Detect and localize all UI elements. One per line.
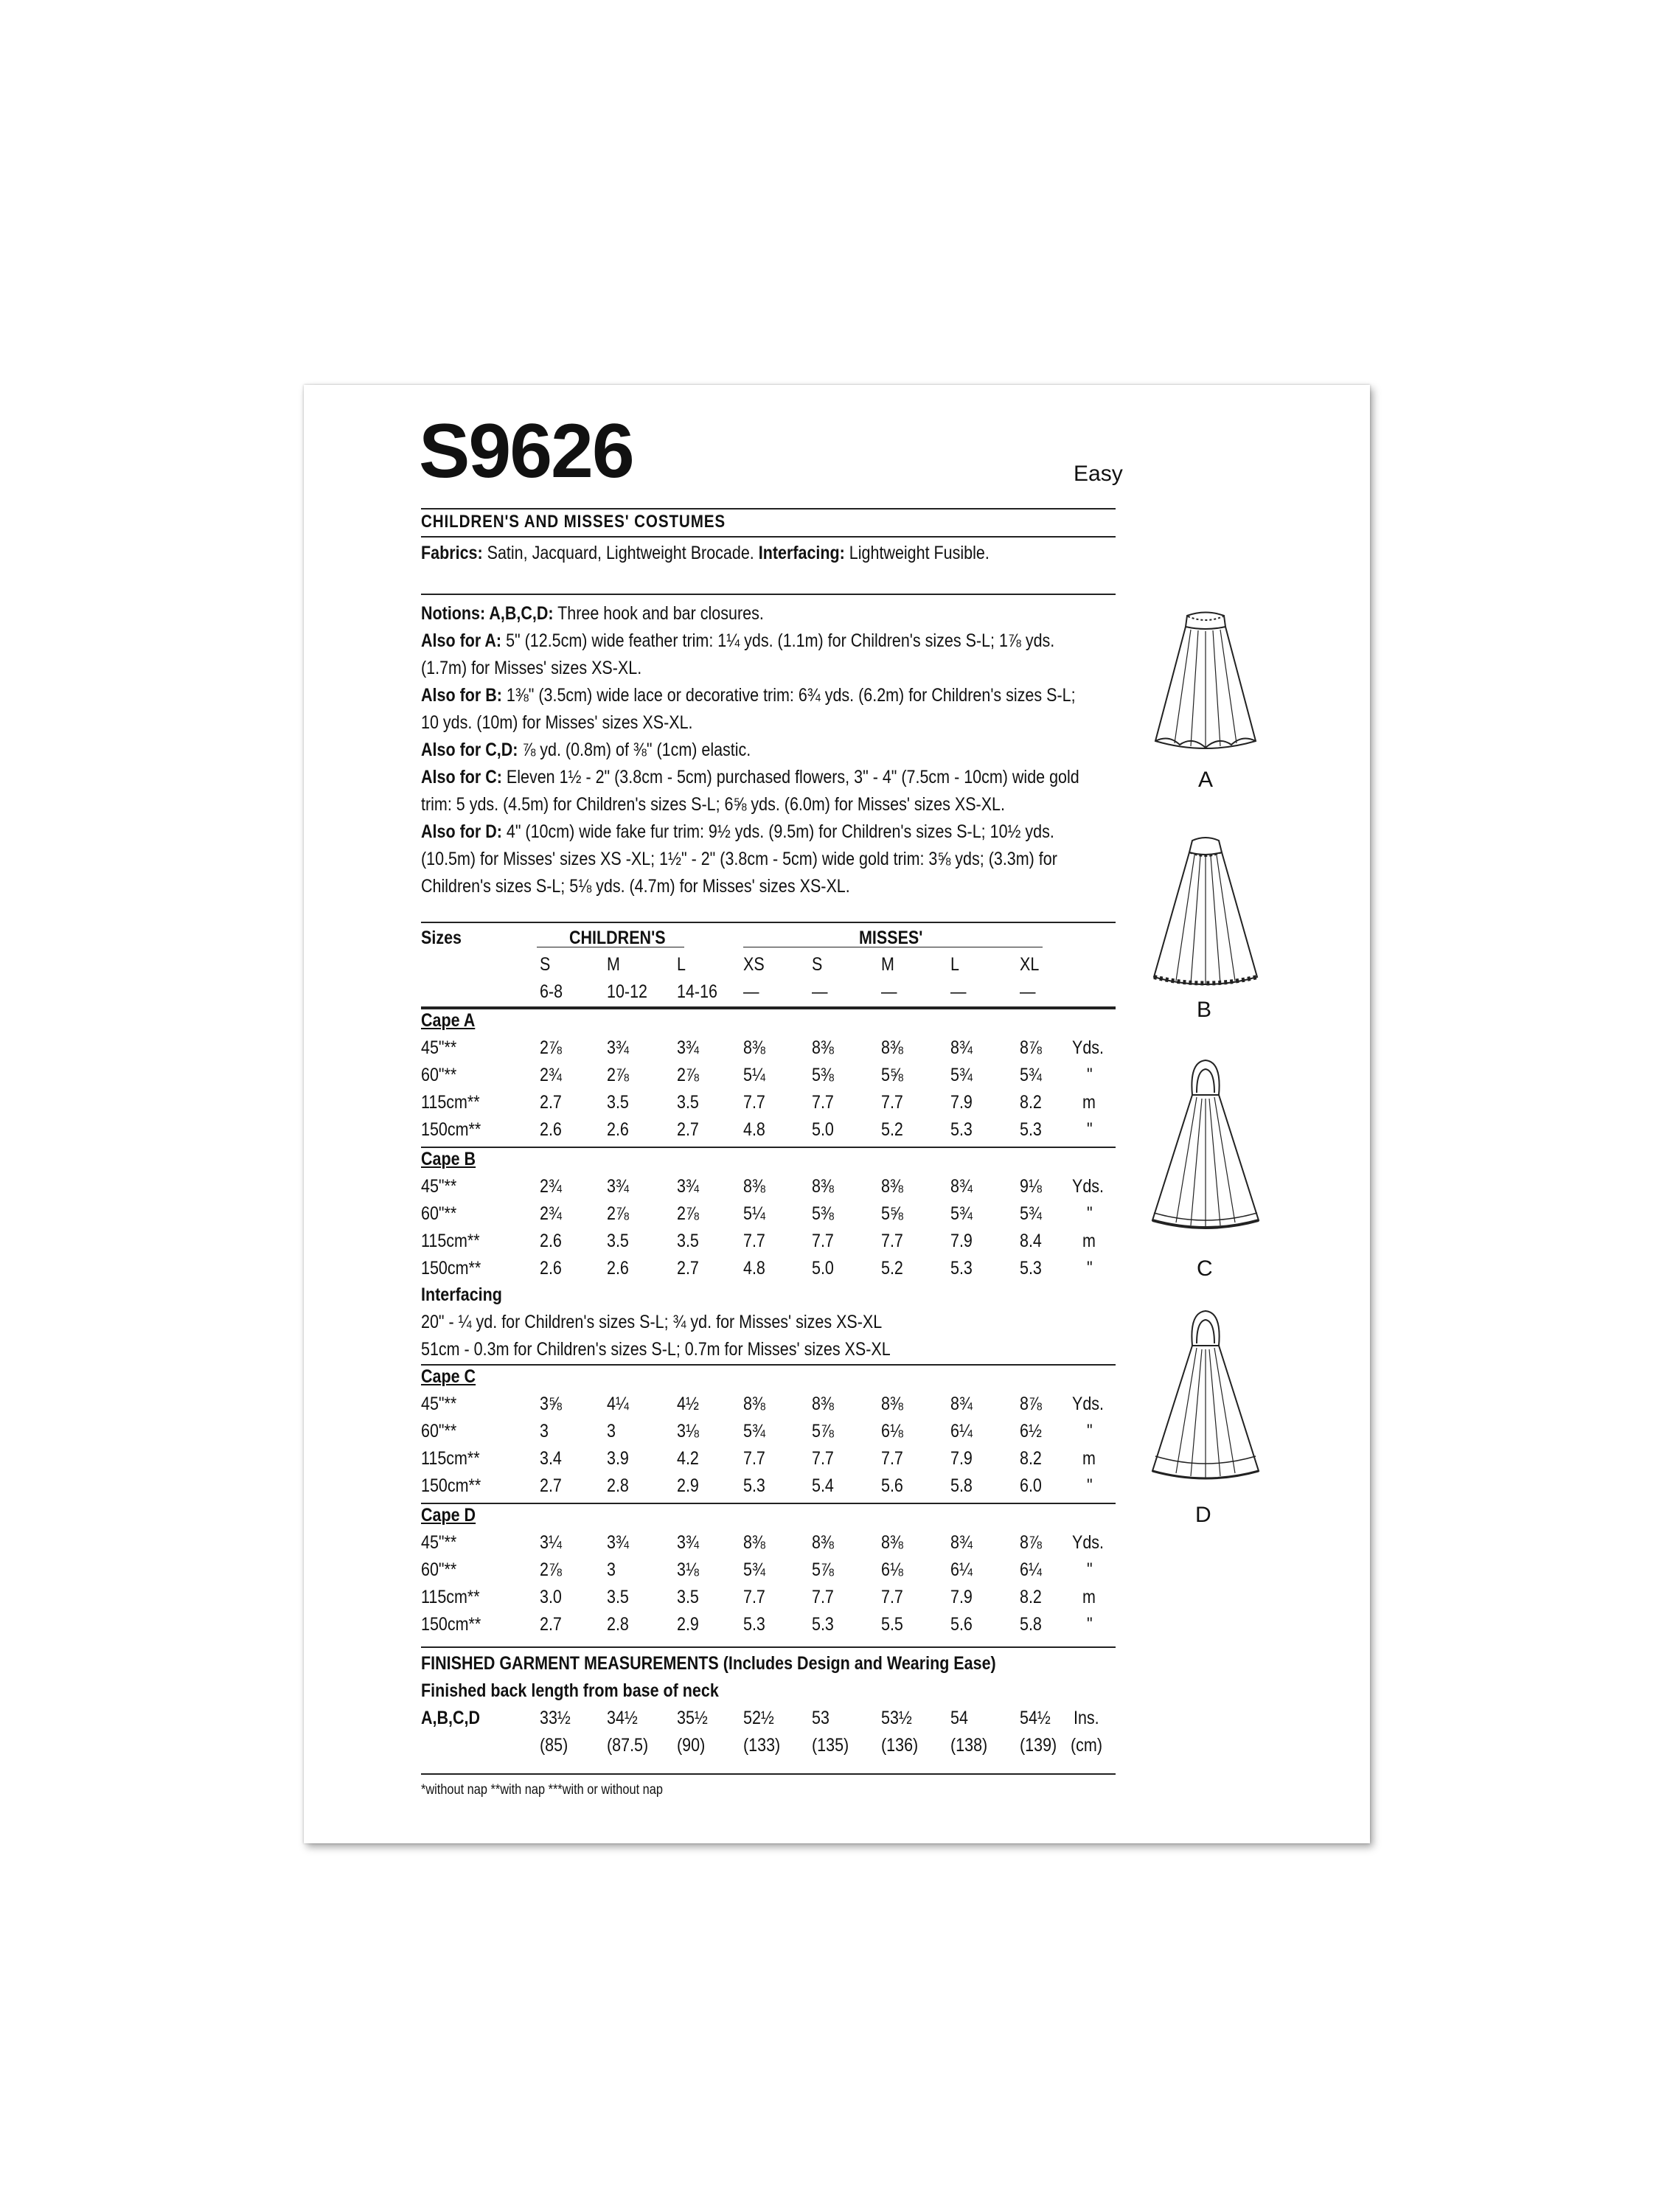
table-cell: 5¾ [743, 1559, 765, 1580]
notion-text: Three hook and bar closures. [557, 603, 764, 624]
table-cell: 3¾ [677, 1037, 699, 1058]
table-cell: 7.9 [950, 1448, 973, 1469]
finished-inches: 35½ [677, 1708, 708, 1728]
table-cell: 6⅛ [881, 1559, 903, 1580]
finished-cm-unit: (cm) [1071, 1735, 1102, 1756]
table-cell: 8⅞ [1020, 1394, 1042, 1414]
table-cell: 5.3 [743, 1614, 765, 1635]
row-unit: m [1082, 1092, 1096, 1113]
table-cell: 3.5 [677, 1231, 699, 1251]
notion-item [421, 764, 1087, 818]
table-cell: 2.6 [540, 1258, 562, 1279]
table-cell: 5.3 [743, 1475, 765, 1496]
row-label: 150cm** [421, 1475, 481, 1496]
table-cell: 4.8 [743, 1258, 765, 1279]
table-cell: 4.2 [677, 1448, 699, 1469]
table-cell: 8⅜ [812, 1176, 834, 1197]
table-cell: 5¾ [950, 1203, 973, 1224]
table-cell: 8.2 [1020, 1092, 1042, 1113]
table-cell: 2.7 [540, 1475, 562, 1496]
table-cell: 3 [607, 1421, 616, 1441]
cape-d-illustration [1147, 1305, 1265, 1489]
table-cell: 5⅝ [881, 1203, 903, 1224]
table-cell: 8.2 [1020, 1587, 1042, 1607]
table-cell: 7.7 [881, 1231, 903, 1251]
table-cell: 7.9 [950, 1587, 973, 1607]
divider [421, 536, 1116, 538]
table-cell: 7.7 [812, 1448, 834, 1469]
table-cell: 6¼ [1020, 1559, 1042, 1580]
table-cell: 3¾ [677, 1176, 699, 1197]
size-letter: XS [743, 954, 765, 975]
table-cell: 2¾ [540, 1065, 562, 1085]
table-cell: 3.5 [607, 1092, 629, 1113]
table-cell: 7.7 [743, 1448, 765, 1469]
table-cell: 5.6 [950, 1614, 973, 1635]
divider [421, 1364, 1116, 1366]
table-cell: 2⅞ [677, 1203, 699, 1224]
table-cell: 5.4 [812, 1475, 834, 1496]
size-letter: S [540, 954, 551, 975]
table-cell: 2.9 [677, 1614, 699, 1635]
finished-inches: 53 [812, 1708, 830, 1728]
size-number: 14-16 [677, 981, 717, 1002]
row-unit: m [1082, 1231, 1096, 1251]
notion-text: 1⅜" (3.5cm) wide lace or decorative trim: 6¾ yds. (6.2m) for Children's sizes S-L; 10 yds. (10m) for Misses' sizes XS-XL. [421, 685, 1076, 733]
size-number: — [950, 981, 967, 1002]
table-cell: 3.0 [540, 1587, 562, 1607]
table-cell: 5¼ [743, 1203, 765, 1224]
table-cell: 7.7 [812, 1231, 834, 1251]
row-label: 60"** [421, 1065, 457, 1085]
interfacing-line: 51cm - 0.3m for Children's sizes S-L; 0.7m for Misses' sizes XS-XL [421, 1339, 891, 1360]
row-label: 150cm** [421, 1614, 481, 1635]
table-cell: 2⅞ [540, 1037, 562, 1058]
finished-cm: (133) [743, 1735, 781, 1756]
table-cell: 5.3 [1020, 1119, 1042, 1140]
table-cell: 3¾ [677, 1532, 699, 1553]
table-cell: 8⅜ [881, 1394, 903, 1414]
notion-text: 4" (10cm) wide fake fur trim: 9½ yds. (9.5m) for Children's sizes S-L; 10½ yds. (10.5m) for Misses' sizes XS -XL; 1½" - 2" (3.8cm - 5cm) wide gold trim: 3⅝ yds; (3.3m) for Children's sizes S-L; 5⅛ yds. (4.7m) for Misses' sizes XS-XL. [421, 821, 1057, 897]
notion-text: 5" (12.5cm) wide feather trim: 1¼ yds. (1.1m) for Children's sizes S-L; 1⅞ yds. (1.7m) for Misses' sizes XS-XL. [421, 630, 1055, 678]
size-letter: M [881, 954, 894, 975]
table-cell: 8⅜ [881, 1532, 903, 1553]
divider [421, 1147, 1116, 1148]
notion-label: Also for D: [421, 821, 502, 842]
row-label: 115cm** [421, 1587, 480, 1607]
row-label: 60"** [421, 1421, 457, 1441]
interfacing-line: 20" - ¼ yd. for Children's sizes S-L; ¾ yd. for Misses' sizes XS-XL [421, 1312, 883, 1332]
table-cell: 8⅞ [1020, 1037, 1042, 1058]
finished-cm: (87.5) [607, 1735, 649, 1756]
table-cell: 3¾ [607, 1037, 629, 1058]
finished-cm: (138) [950, 1735, 988, 1756]
table-cell: 3.5 [677, 1587, 699, 1607]
size-number: — [812, 981, 828, 1002]
table-cell: 2.8 [607, 1475, 629, 1496]
table-cell: 3.9 [607, 1448, 629, 1469]
table-cell: 5.6 [881, 1475, 903, 1496]
notion-item [421, 737, 1087, 764]
table-cell: 5⅞ [812, 1421, 834, 1441]
table-cell: 8⅜ [743, 1394, 765, 1414]
table-cell: 3 [540, 1421, 549, 1441]
notion-label: Notions: A,B,C,D: [421, 603, 554, 624]
fabrics-text: Satin, Jacquard, Lightweight Brocade. [487, 543, 754, 563]
table-cell: 8⅜ [812, 1532, 834, 1553]
row-unit: " [1087, 1614, 1093, 1635]
table-cell: 3¾ [607, 1176, 629, 1197]
row-unit: Yds. [1072, 1394, 1105, 1414]
table-cell: 7.7 [812, 1092, 834, 1113]
table-cell: 2¾ [540, 1176, 562, 1197]
table-cell: 8⅜ [743, 1037, 765, 1058]
row-unit: " [1087, 1203, 1093, 1224]
section-title: Cape D [421, 1505, 476, 1526]
row-label: 60"** [421, 1559, 457, 1580]
finished-measurements-title: FINISHED GARMENT MEASUREMENTS (Includes Design and Wearing Ease) [421, 1653, 996, 1674]
table-cell: 4½ [677, 1394, 699, 1414]
sizes-header: Sizes [421, 928, 462, 948]
finished-inches: 33½ [540, 1708, 571, 1728]
table-cell: 8⅜ [743, 1176, 765, 1197]
table-cell: 2.7 [540, 1092, 562, 1113]
table-cell: 2⅞ [607, 1065, 629, 1085]
table-cell: 6¼ [950, 1559, 973, 1580]
size-number: 6-8 [540, 981, 563, 1002]
table-cell: 3.5 [607, 1587, 629, 1607]
table-cell: 2¾ [540, 1203, 562, 1224]
row-label: 45"** [421, 1394, 457, 1414]
notion-text: ⅞ yd. (0.8m) of ⅜" (1cm) elastic. [522, 740, 751, 760]
table-cell: 2.9 [677, 1475, 699, 1496]
table-cell: 6.0 [1020, 1475, 1042, 1496]
table-cell: 8¾ [950, 1532, 973, 1553]
table-cell: 8¾ [950, 1394, 973, 1414]
notion-label: Also for B: [421, 685, 502, 706]
size-letter: XL [1020, 954, 1040, 975]
size-number: — [743, 981, 759, 1002]
fabrics-line [421, 544, 990, 563]
row-label: 115cm** [421, 1231, 480, 1251]
table-cell: 5.3 [1020, 1258, 1042, 1279]
size-letter: L [677, 954, 686, 975]
table-cell: 5⅝ [881, 1065, 903, 1085]
table-cell: 8¾ [950, 1176, 973, 1197]
table-cell: 8⅜ [812, 1394, 834, 1414]
cape-b-illustration [1147, 833, 1265, 995]
table-cell: 4¼ [607, 1394, 629, 1414]
row-label: 115cm** [421, 1448, 480, 1469]
view-label-c: C [1197, 1256, 1213, 1281]
table-cell: 5.2 [881, 1258, 903, 1279]
table-cell: 5.3 [950, 1119, 973, 1140]
row-unit: " [1087, 1475, 1093, 1496]
table-cell: 7.7 [812, 1587, 834, 1607]
finished-inches: 54 [950, 1708, 968, 1728]
row-label: 45"** [421, 1176, 457, 1197]
table-cell: 8⅜ [812, 1037, 834, 1058]
finished-inches: 54½ [1020, 1708, 1051, 1728]
finished-inches: 34½ [607, 1708, 638, 1728]
size-number: — [881, 981, 897, 1002]
notion-label: Also for C,D: [421, 740, 518, 760]
childrens-header: CHILDREN'S [569, 928, 666, 948]
table-cell: 2.6 [540, 1119, 562, 1140]
row-label: 150cm** [421, 1258, 481, 1279]
divider [421, 1008, 1116, 1009]
table-cell: 2.6 [540, 1231, 562, 1251]
table-cell: 2⅞ [607, 1203, 629, 1224]
notion-item [421, 627, 1087, 682]
section-title: Cape A [421, 1010, 476, 1031]
view-label-b: B [1197, 998, 1212, 1022]
row-label: 45"** [421, 1532, 457, 1553]
row-unit: " [1087, 1421, 1093, 1441]
table-cell: 5⅜ [812, 1203, 834, 1224]
table-cell: 8¾ [950, 1037, 973, 1058]
row-unit: m [1082, 1448, 1096, 1469]
table-cell: 5¼ [743, 1065, 765, 1085]
table-cell: 5.3 [950, 1258, 973, 1279]
table-cell: 8⅜ [881, 1037, 903, 1058]
table-cell: 5¾ [1020, 1065, 1042, 1085]
size-letter: L [950, 954, 959, 975]
interfacing-title: Interfacing [421, 1284, 502, 1305]
row-unit: " [1087, 1258, 1093, 1279]
divider [421, 1503, 1116, 1504]
notion-label: Also for A: [421, 630, 502, 651]
size-number: — [1020, 981, 1036, 1002]
table-cell: 3⅛ [677, 1421, 699, 1441]
fabrics-label: Fabrics: [421, 543, 483, 563]
table-cell: 2⅞ [540, 1559, 562, 1580]
finished-cm: (136) [881, 1735, 919, 1756]
size-letter: M [607, 954, 620, 975]
table-cell: 2.7 [540, 1614, 562, 1635]
divider [421, 1773, 1116, 1775]
table-cell: 5.0 [812, 1258, 834, 1279]
table-cell: 6¼ [950, 1421, 973, 1441]
notion-item [421, 600, 1087, 627]
finished-cm: (135) [812, 1735, 849, 1756]
size-number: 10-12 [607, 981, 647, 1002]
size-letter: S [812, 954, 823, 975]
table-cell: 7.7 [743, 1231, 765, 1251]
interfacing-text: Lightweight Fusible. [849, 543, 990, 563]
notion-item [421, 818, 1087, 900]
row-label: 115cm** [421, 1092, 480, 1113]
table-cell: 5¾ [743, 1421, 765, 1441]
table-cell: 3.5 [677, 1092, 699, 1113]
table-cell: 5.8 [1020, 1614, 1042, 1635]
table-cell: 8⅞ [1020, 1532, 1042, 1553]
table-cell: 6⅛ [881, 1421, 903, 1441]
divider [421, 508, 1116, 509]
notion-text: Eleven 1½ - 2" (3.8cm - 5cm) purchased flowers, 3" - 4" (7.5cm - 10cm) wide gold trim: 5 yds. (4.5m) for Children's sizes S-L; 6⅝ yds. (6.0m) for Misses' sizes XS-XL. [421, 767, 1079, 815]
table-cell: 7.7 [743, 1092, 765, 1113]
table-cell: 5⅜ [812, 1065, 834, 1085]
finished-inches: 52½ [743, 1708, 774, 1728]
row-label: 150cm** [421, 1119, 481, 1140]
notion-label: Also for C: [421, 767, 502, 787]
table-cell: 8.4 [1020, 1231, 1042, 1251]
table-cell: 2.7 [677, 1119, 699, 1140]
finished-cm: (90) [677, 1735, 706, 1756]
finished-inches: 53½ [881, 1708, 912, 1728]
cape-c-illustration [1147, 1054, 1265, 1239]
cape-a-illustration [1147, 605, 1265, 759]
table-cell: 2.6 [607, 1119, 629, 1140]
table-cell: 8⅜ [743, 1532, 765, 1553]
finished-cm: (85) [540, 1735, 568, 1756]
table-cell: 6½ [1020, 1421, 1042, 1441]
row-unit: Yds. [1072, 1532, 1105, 1553]
finished-row-label: A,B,C,D [421, 1708, 481, 1728]
row-unit: " [1087, 1119, 1093, 1140]
section-title: Cape C [421, 1366, 476, 1387]
finished-measurements-subtitle: Finished back length from base of neck [421, 1680, 719, 1701]
finished-inches-unit: Ins. [1074, 1708, 1099, 1728]
table-cell: 7.7 [743, 1587, 765, 1607]
table-cell: 7.9 [950, 1231, 973, 1251]
row-label: 60"** [421, 1203, 457, 1224]
table-cell: 7.7 [881, 1092, 903, 1113]
table-cell: 7.7 [881, 1448, 903, 1469]
table-cell: 2⅞ [677, 1065, 699, 1085]
table-cell: 5.8 [950, 1475, 973, 1496]
notions-block [421, 600, 1087, 900]
table-cell: 7.9 [950, 1092, 973, 1113]
notion-item [421, 682, 1087, 737]
table-cell: 5¾ [950, 1065, 973, 1085]
finished-cm: (139) [1020, 1735, 1057, 1756]
table-cell: 4.8 [743, 1119, 765, 1140]
table-cell: 3 [607, 1559, 616, 1580]
table-cell: 3.5 [607, 1231, 629, 1251]
table-cell: 8.2 [1020, 1448, 1042, 1469]
difficulty-label: Easy [1074, 462, 1123, 486]
table-cell: 5.0 [812, 1119, 834, 1140]
table-cell: 2.8 [607, 1614, 629, 1635]
divider [421, 922, 1116, 923]
table-cell: 2.7 [677, 1258, 699, 1279]
row-unit: m [1082, 1587, 1096, 1607]
section-title: Cape B [421, 1149, 476, 1169]
pattern-title: CHILDREN'S AND MISSES' COSTUMES [421, 512, 726, 532]
row-unit: Yds. [1072, 1176, 1105, 1197]
table-cell: 5.2 [881, 1119, 903, 1140]
view-label-a: A [1198, 768, 1214, 792]
table-cell: 5.3 [812, 1614, 834, 1635]
table-cell: 2.6 [607, 1258, 629, 1279]
row-unit: " [1087, 1559, 1093, 1580]
interfacing-label: Interfacing: [758, 543, 845, 563]
divider [421, 594, 1116, 595]
table-cell: 3¼ [540, 1532, 562, 1553]
view-label-d: D [1195, 1503, 1211, 1527]
row-label: 45"** [421, 1037, 457, 1058]
table-cell: 5⅞ [812, 1559, 834, 1580]
row-unit: " [1087, 1065, 1093, 1085]
table-cell: 9⅛ [1020, 1176, 1042, 1197]
table-cell: 3⅝ [540, 1394, 562, 1414]
footnote: *without nap **with nap ***with or without nap [421, 1782, 663, 1798]
table-cell: 7.7 [881, 1587, 903, 1607]
table-cell: 3¾ [607, 1532, 629, 1553]
table-cell: 8⅜ [881, 1176, 903, 1197]
misses-header: MISSES' [859, 928, 923, 948]
divider [421, 1646, 1116, 1648]
pattern-number: S9626 [419, 408, 633, 494]
table-cell: 3.4 [540, 1448, 562, 1469]
table-cell: 3⅛ [677, 1559, 699, 1580]
table-cell: 5.5 [881, 1614, 903, 1635]
table-cell: 5¾ [1020, 1203, 1042, 1224]
row-unit: Yds. [1072, 1037, 1105, 1058]
